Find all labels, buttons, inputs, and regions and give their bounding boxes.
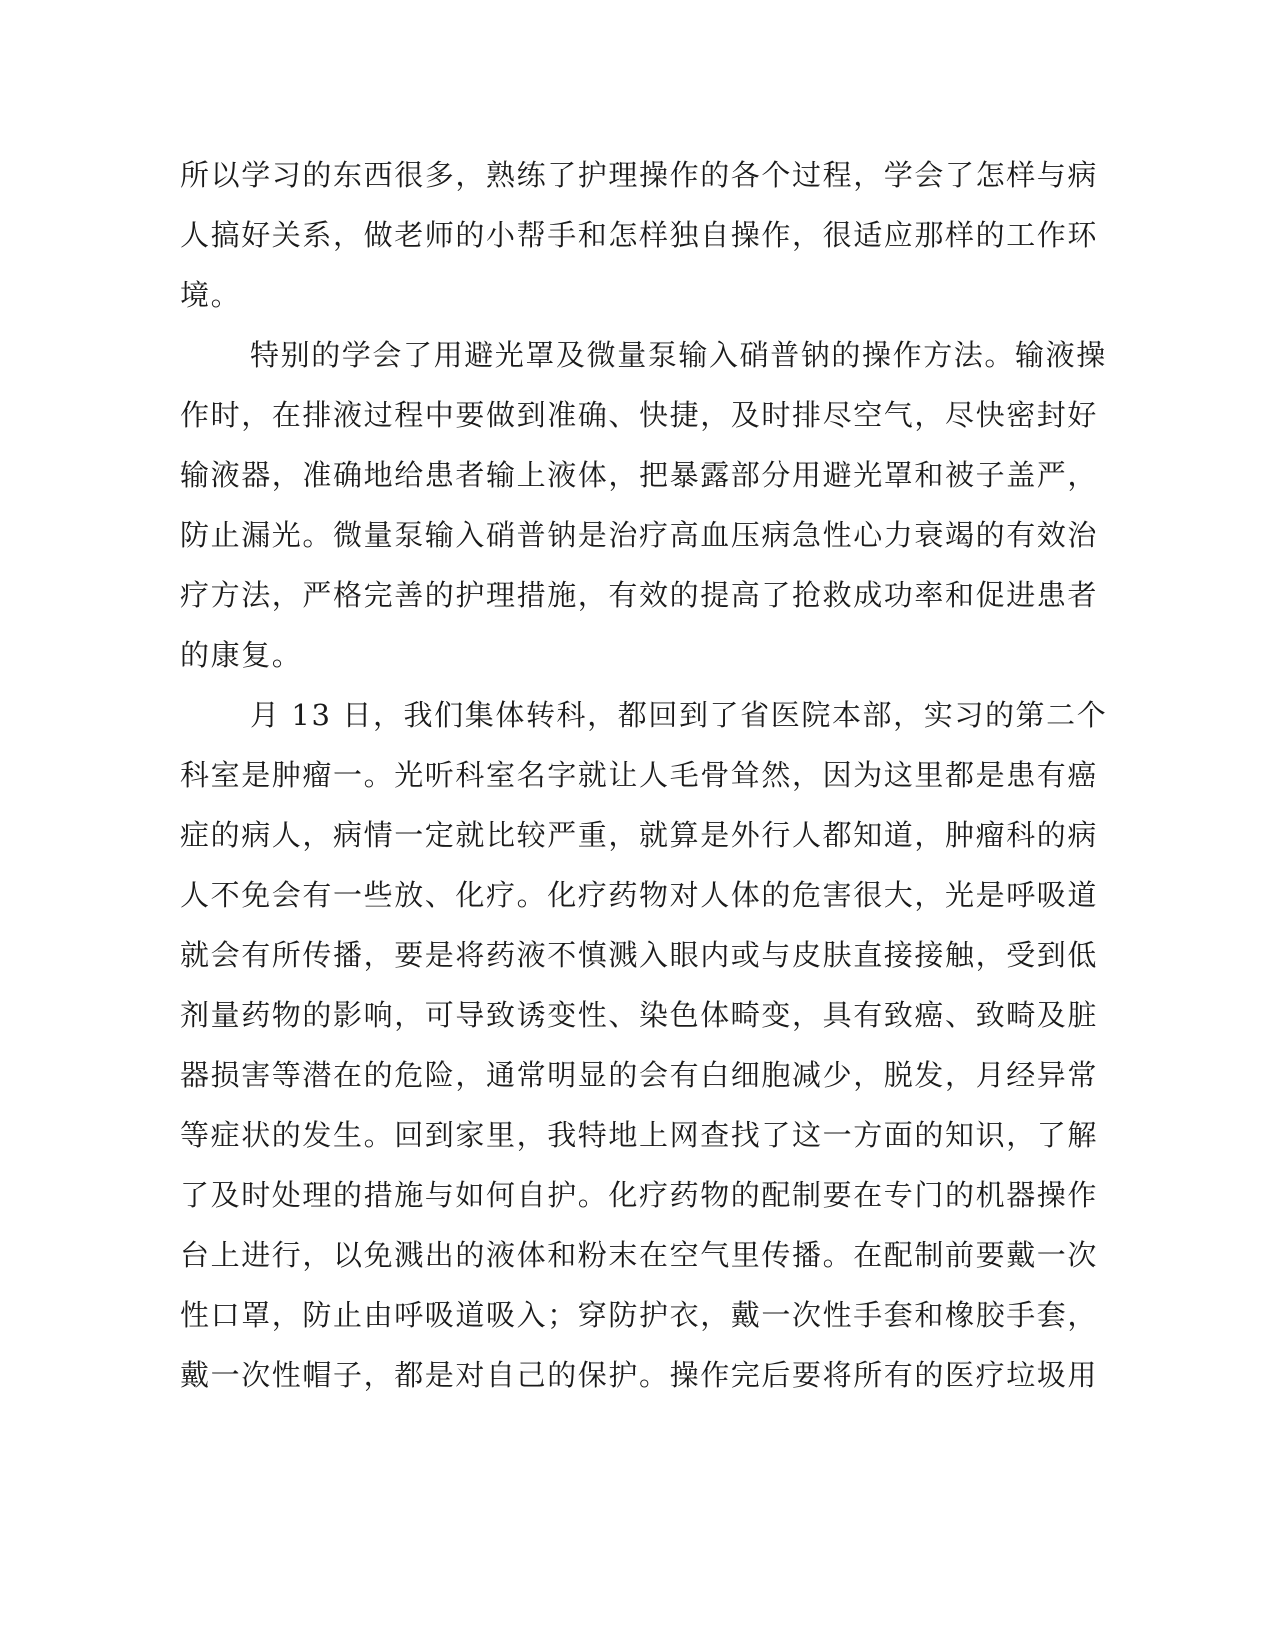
text-line: 就会有所传播，要是将药液不慎溅入眼内或与皮肤直接接触，受到低 (180, 938, 1099, 972)
text-line: 所以学习的东西很多，熟练了护理操作的各个过程，学会了怎样与病 (180, 158, 1099, 192)
text-line: 月 13 日，我们集体转科，都回到了省医院本部，实习的第二个 (250, 698, 1108, 732)
text-line: 等症状的发生。回到家里，我特地上网查找了这一方面的知识，了解 (180, 1118, 1099, 1152)
text-line: 作时，在排液过程中要做到准确、快捷，及时排尽空气，尽快密封好 (180, 398, 1099, 432)
text-line: 器损害等潜在的危险，通常明显的会有白细胞减少，脱发，月经异常 (180, 1058, 1099, 1092)
text-line: 科室是肿瘤一。光听科室名字就让人毛骨耸然，因为这里都是患有癌 (180, 758, 1099, 792)
text-line: 防止漏光。微量泵输入硝普钠是治疗高血压病急性心力衰竭的有效治 (180, 518, 1099, 552)
text-line: 人不免会有一些放、化疗。化疗药物对人体的危害很大，光是呼吸道 (180, 878, 1099, 912)
text-line: 人搞好关系，做老师的小帮手和怎样独自操作，很适应那样的工作环 (180, 218, 1099, 252)
text-line: 疗方法，严格完善的护理措施，有效的提高了抢救成功率和促进患者 (180, 578, 1099, 612)
text-line: 剂量药物的影响，可导致诱变性、染色体畸变，具有致癌、致畸及脏 (180, 998, 1099, 1032)
text-line: 了及时处理的措施与如何自护。化疗药物的配制要在专门的机器操作 (180, 1178, 1099, 1212)
text-line: 的康复。 (180, 638, 303, 672)
text-line: 特别的学会了用避光罩及微量泵输入硝普钠的操作方法。输液操 (250, 338, 1107, 372)
text-line: 性口罩，防止由呼吸道吸入；穿防护衣，戴一次性手套和橡胶手套， (180, 1298, 1099, 1332)
text-line: 输液器，准确地给患者输上液体，把暴露部分用避光罩和被子盖严， (180, 458, 1099, 492)
text-line: 戴一次性帽子，都是对自己的保护。操作完后要将所有的医疗垃圾用 (180, 1358, 1099, 1392)
text-line: 境。 (180, 278, 242, 312)
text-line: 台上进行，以免溅出的液体和粉末在空气里传播。在配制前要戴一次 (180, 1238, 1099, 1272)
text-line: 症的病人，病情一定就比较严重，就算是外行人都知道，肿瘤科的病 (180, 818, 1099, 852)
